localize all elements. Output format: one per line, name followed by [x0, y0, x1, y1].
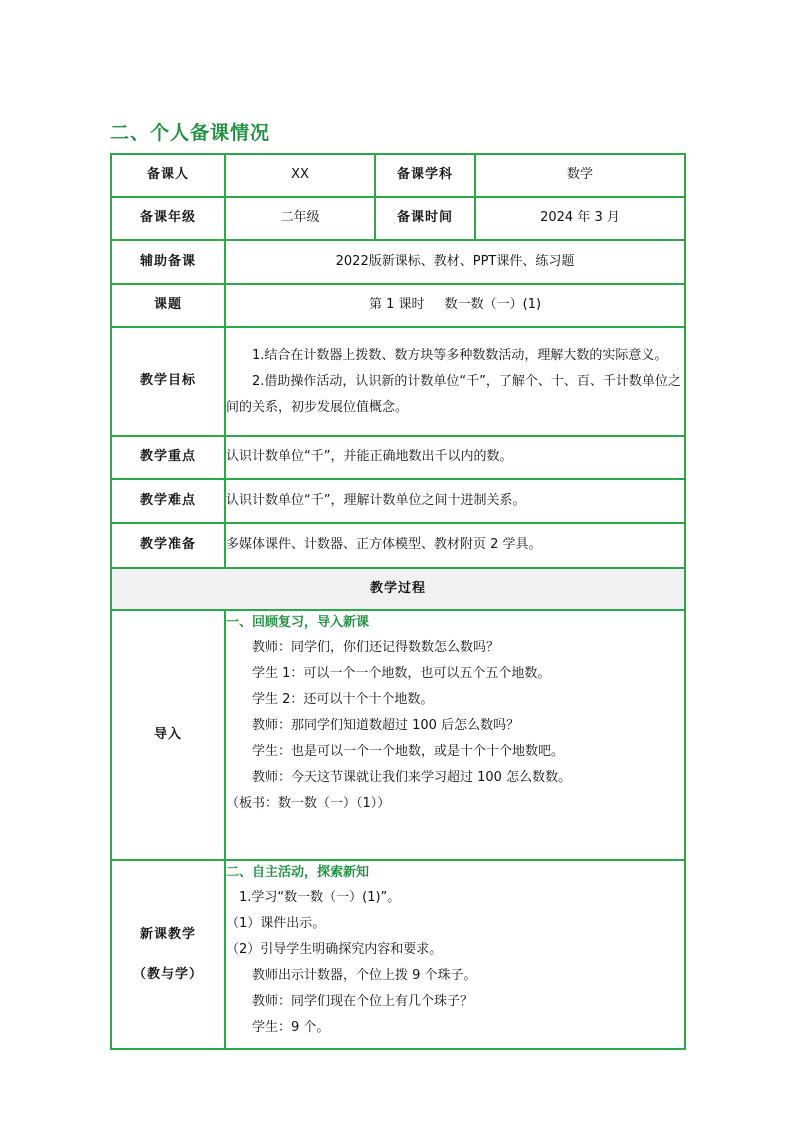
difficult-label: 教学难点 — [111, 479, 225, 523]
topic-row — [111, 284, 685, 327]
aux-row — [111, 240, 685, 284]
section-title: 二、个人备课情况 — [110, 122, 271, 144]
intro-board: （板书：数一数（一）（1）） — [226, 796, 391, 811]
teacher-row — [111, 154, 685, 197]
intro-content — [225, 610, 685, 860]
process-header: 教学过程 — [111, 568, 685, 610]
teacher-value: XX — [225, 154, 375, 197]
intro-label: 导入 — [111, 610, 225, 860]
time-label: 备课时间 — [375, 197, 475, 240]
new-lesson-row — [111, 860, 685, 1049]
difficult-row — [111, 479, 685, 523]
intro-line: 学生 1：可以一个一个地数，也可以五个五个地数。 — [252, 666, 551, 681]
grade-row — [111, 197, 685, 240]
new-lesson-line: 教师：同学们现在个位上有几个珠子？ — [252, 994, 474, 1009]
new-lesson-heading: 二、自主活动，探索新知 — [226, 865, 370, 880]
new-lesson-item: （2）引导学生明确探究内容和要求。 — [226, 942, 443, 957]
topic-title: 数一数（一）(1) — [444, 297, 542, 313]
subject-value: 数学 — [475, 154, 685, 197]
new-lesson-label-line2: （教与学） — [132, 966, 203, 982]
goals-cell — [225, 327, 685, 436]
topic-value — [225, 284, 685, 327]
new-lesson-label-line1: 新课教学 — [139, 926, 196, 942]
subject-label: 备课学科 — [375, 154, 475, 197]
grade-value: 二年级 — [225, 197, 375, 240]
goals-label: 教学目标 — [111, 327, 225, 436]
goal-item: 2.借助操作活动，认识新的计数单位“千”，了解个、十、百、千计数单位之间的关系，初步发展位值概念。 — [226, 373, 681, 415]
difficult-value: 认识计数单位“千”，理解计数单位之间十进制关系。 — [225, 479, 685, 523]
lesson-plan-table — [110, 153, 686, 1050]
time-value: 2024 年 3 月 — [475, 197, 685, 240]
aux-value: 2022版新课标、教材、PPT课件、练习题 — [225, 240, 685, 284]
topic-lesson: 第 1 课时 — [368, 297, 425, 313]
intro-row — [111, 610, 685, 860]
intro-line: 教师：同学们，你们还记得数数怎么数吗？ — [252, 640, 500, 655]
intro-line: 学生：也是可以一个一个地数，或是十个十个地数吧。 — [252, 744, 565, 759]
aux-label: 辅助备课 — [111, 240, 225, 284]
teacher-label: 备课人 — [111, 154, 225, 197]
key-label: 教学重点 — [111, 436, 225, 479]
new-lesson-content — [225, 860, 685, 1049]
prep-value: 多媒体课件、计数器、正方体模型、教材附页 2 学具。 — [225, 523, 685, 568]
intro-heading: 一、回顾复习，导入新课 — [226, 615, 370, 630]
new-lesson-line: 学生：9 个。 — [252, 1020, 330, 1035]
new-lesson-label — [111, 860, 225, 1049]
prep-label: 教学准备 — [111, 523, 225, 568]
prep-row — [111, 523, 685, 568]
key-value: 认识计数单位“千”，并能正确地数出千以内的数。 — [225, 436, 685, 479]
process-header-row — [111, 568, 685, 610]
new-lesson-item: （1）课件出示。 — [226, 916, 326, 931]
intro-line: 教师：那同学们知道数超过 100 后怎么数吗？ — [252, 718, 520, 733]
key-row — [111, 436, 685, 479]
intro-line: 教师：今天这节课就让我们来学习超过 100 怎么数数。 — [252, 770, 572, 785]
new-lesson-item: 1.学习“数一数（一）(1)”。 — [239, 890, 401, 905]
intro-line: 学生 2：还可以十个十个地数。 — [252, 692, 434, 707]
goals-row — [111, 327, 685, 436]
topic-label: 课题 — [111, 284, 225, 327]
goal-item: 1.结合在计数器上拨数、数方块等多种数数活动，理解大数的实际意义。 — [252, 347, 668, 363]
grade-label: 备课年级 — [111, 197, 225, 240]
new-lesson-line: 教师出示计数器，个位上拨 9 个珠子。 — [252, 968, 477, 983]
